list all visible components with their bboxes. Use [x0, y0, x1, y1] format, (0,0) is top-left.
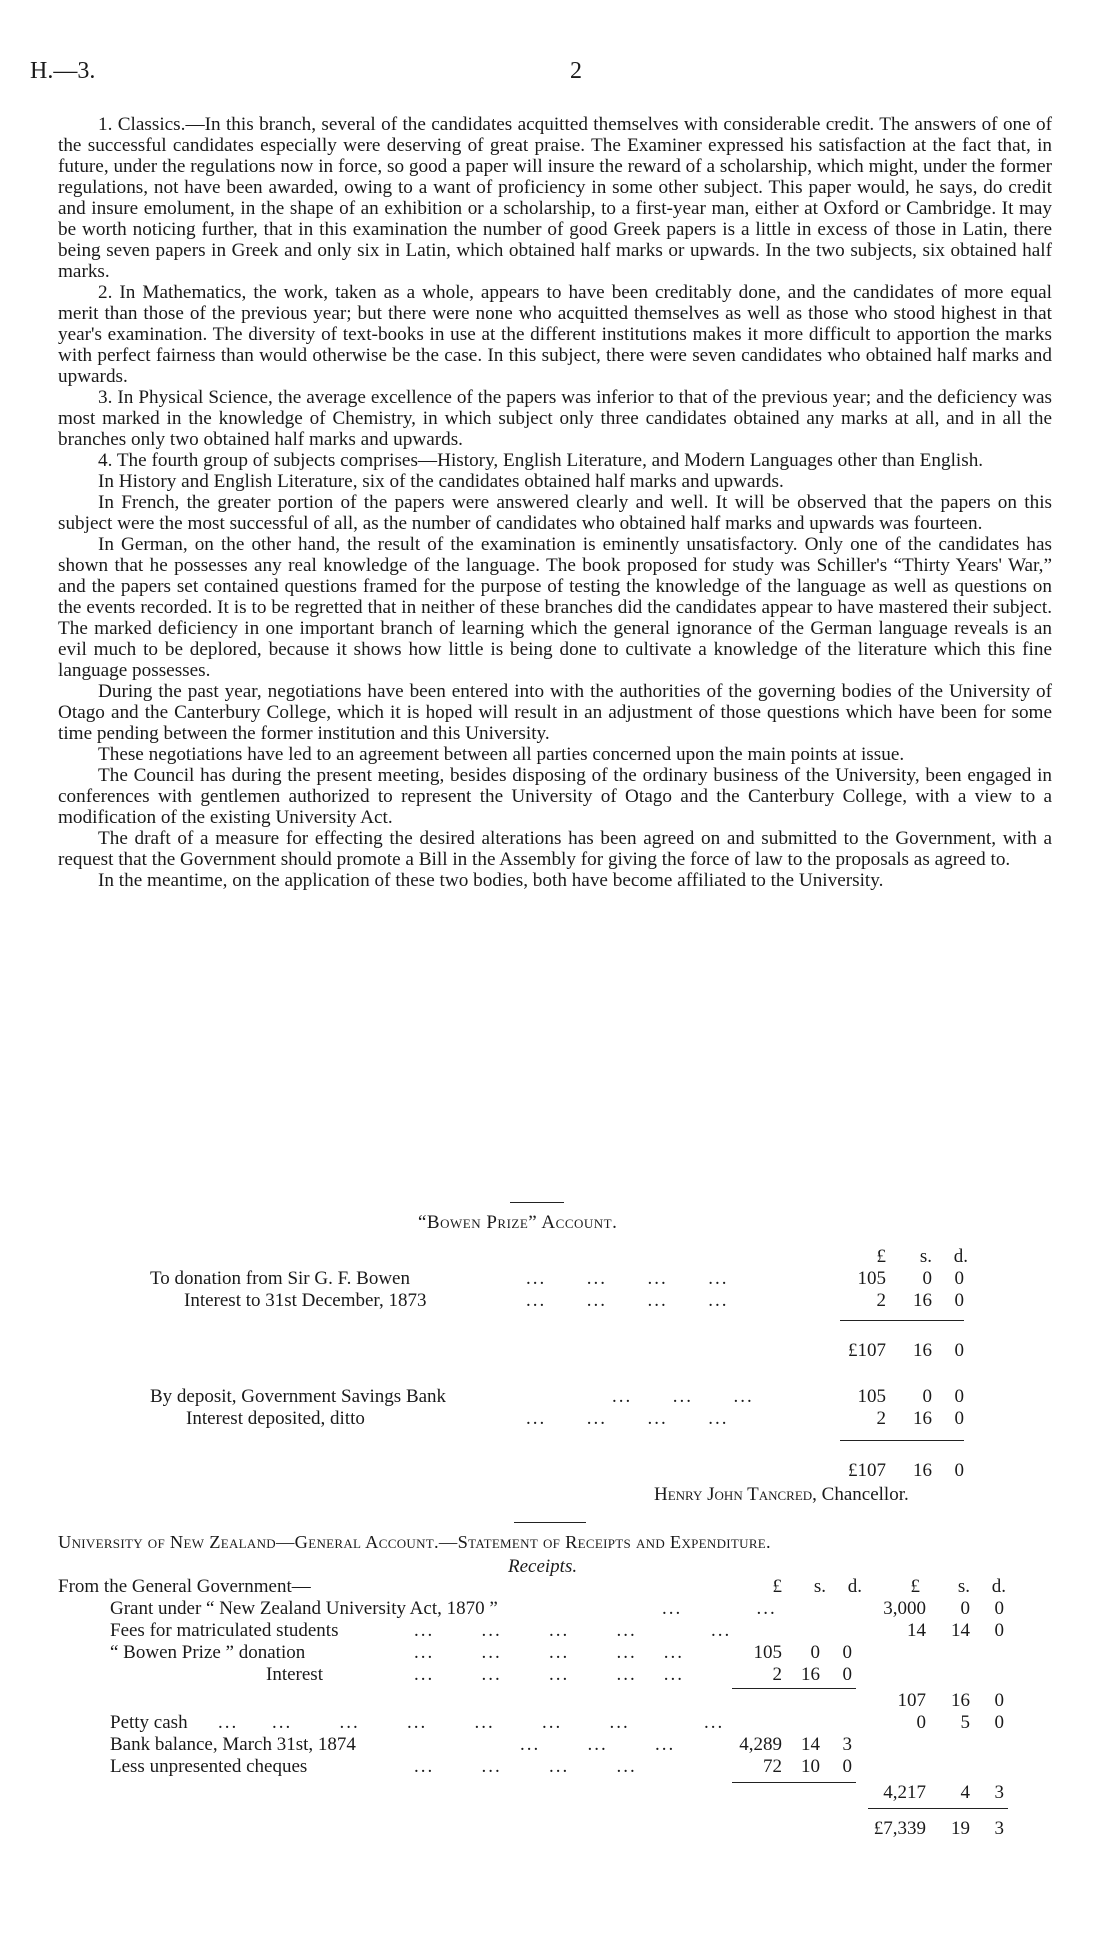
- amount-shillings: 0: [922, 1268, 932, 1289]
- total-pounds: £107: [848, 1460, 886, 1481]
- sum-rule: [840, 1320, 964, 1321]
- signatory-name: Henry John Tancred: [654, 1484, 813, 1505]
- col1-pence: 0: [842, 1642, 852, 1663]
- leader-dots: ... ... ... ... ...: [414, 1642, 684, 1663]
- amount-pounds: 2: [876, 1408, 886, 1429]
- col1-pounds: 105: [753, 1642, 782, 1663]
- col2-pounds: 14: [907, 1620, 926, 1641]
- col2-shillings: 4: [960, 1782, 970, 1803]
- sum-rule: [840, 1440, 964, 1441]
- signatory-title: , Chancellor.: [812, 1484, 909, 1505]
- paragraph: 4. The fourth group of subjects comprises—History, English Literature, and Modern Languages other than English.: [98, 450, 984, 471]
- leader-dots: ... ... ... ...: [526, 1408, 729, 1429]
- paragraph: 3. In Physical Science, the average excellence of the papers was inferior to that of the previous year; and the deficiency was most marked in the knowledge of Chemistry, in which subject only three candidates obtained any marks at all, and in all the branches only two obtained half marks and upwards.: [58, 387, 1052, 450]
- amount-pence: 0: [954, 1386, 964, 1407]
- paragraph: The Council has during the present meeting, besides disposing of the ordinary business of the University, been engaged in conferences with gentlemen authorized to represent the University of Otago and the Canterbury College, with a view to a modification of the existing University Act.: [58, 765, 1052, 828]
- col2-shillings: 14: [951, 1620, 970, 1641]
- col1-pence: 0: [842, 1756, 852, 1777]
- shillings-header: s.: [919, 1246, 932, 1267]
- paragraph: In the meantime, on the application of these two bodies, both have become affiliated to the University.: [98, 870, 884, 891]
- total-pence: 0: [954, 1340, 964, 1361]
- paragraph: 1. Classics.—In this branch, several of the candidates acquitted themselves with considerable credit. The answers of one of the successful candidates especially were deserving of great praise. The Examiner expressed his satisfaction at the fact that, in future, under the regulations now in force, so good a paper will insure the reward of a scholarship, which might, under the former regulations, not have been awarded, owing to a want of proficiency in some other subject. This paper would, he says, do credit and insure emolument, in the shape of an exhibition or a scholarship, to a first-year man, either at Oxford or Cambridge. It may be worth noticing further, that in this examination the number of good Greek papers is a little in excess of those in Latin, there being seven papers in Greek and only six in Latin, which obtained half marks or upwards. In the two subjects, six obtained half marks.: [58, 114, 1052, 282]
- col2-pence: 3: [994, 1782, 1004, 1803]
- col1-pounds-header: £: [772, 1576, 782, 1597]
- leader-dots: ... ... ... ... ...: [414, 1620, 732, 1641]
- col2-pence: 0: [994, 1690, 1004, 1711]
- amount-shillings: 16: [913, 1290, 932, 1311]
- leader-dots: ... ... ...: [612, 1386, 754, 1407]
- page-number: 2: [570, 58, 582, 84]
- section-divider: [510, 1202, 564, 1203]
- col1-shillings: 0: [810, 1642, 820, 1663]
- bowen-account-title: “Bowen Prize” Account.: [418, 1212, 618, 1233]
- account-line-label: Interest deposited, ditto: [186, 1408, 365, 1429]
- receipt-label: Bank balance, March 31st, 1874: [110, 1734, 356, 1755]
- subtotal-rule: [732, 1782, 856, 1783]
- grand-total-shillings: 19: [951, 1818, 970, 1839]
- paragraph: In French, the greater portion of the papers were answered clearly and well. It will be observed that the papers on this subject were the most successful of all, as the number of candidates who obtained half marks and upwards was fourteen.: [58, 492, 1052, 534]
- col1-pounds: 4,289: [739, 1734, 782, 1755]
- total-shillings: 16: [913, 1340, 932, 1361]
- leader-dots: ... ... ... ...: [526, 1290, 729, 1311]
- col2-pence: 0: [994, 1620, 1004, 1641]
- amount-pence: 0: [954, 1290, 964, 1311]
- total-shillings: 16: [913, 1460, 932, 1481]
- col2-pounds: 107: [897, 1690, 926, 1711]
- col2-shillings-header: s.: [957, 1576, 970, 1597]
- subtotal-rule: [732, 1688, 856, 1689]
- pounds-header: £: [876, 1246, 886, 1267]
- col2-pence: 0: [994, 1598, 1004, 1619]
- signature: [654, 1484, 909, 1506]
- col2-pounds: 4,217: [883, 1782, 926, 1803]
- col2-shillings: 0: [960, 1598, 970, 1619]
- paragraph: During the past year, negotiations have been entered into with the authorities of the governing bodies of the University of Otago and the Canterbury College, which it is hoped will result in an adjustment of those questions which have been for some time pending between the former institution and this University.: [58, 681, 1052, 744]
- leader-dots: ... ... ... ...: [526, 1268, 729, 1289]
- leader-dots: ... ...: [662, 1598, 777, 1619]
- receipt-label: Petty cash: [110, 1712, 188, 1733]
- amount-pounds: 2: [876, 1290, 886, 1311]
- col1-pence: 0: [842, 1664, 852, 1685]
- col1-shillings: 14: [801, 1734, 820, 1755]
- col2-pounds: 3,000: [883, 1598, 926, 1619]
- account-line-label: Interest to 31st December, 1873: [184, 1290, 427, 1311]
- leader-dots: ... ... ... ...: [414, 1756, 637, 1777]
- col1-pence-header: d.: [847, 1576, 862, 1597]
- col1-pounds: 72: [763, 1756, 782, 1777]
- document-code: H.—3.: [30, 58, 96, 84]
- general-account-title: University of New Zealand—General Account.—Statement of Receipts and Expenditure.: [58, 1532, 771, 1552]
- amount-pence: 0: [954, 1408, 964, 1429]
- col2-pence-header: d.: [991, 1576, 1006, 1597]
- total-pounds: £107: [848, 1340, 886, 1361]
- grand-total-pence: 3: [994, 1818, 1004, 1839]
- report-body: [58, 114, 1052, 891]
- grand-total-rule: [868, 1808, 1008, 1809]
- paragraph: 2. In Mathematics, the work, taken as a whole, appears to have been creditably done, and the candidates of more equal merit than those of the previous year; but there were none who acquitted themselves as well as those who stood highest in that year's examination. The diversity of text-books in use at the different institutions makes it more difficult to apportion the marks with perfect fairness than would otherwise be the case. In this subject, there were seven candidates who obtained half marks and upwards.: [58, 282, 1052, 387]
- from-government-label: From the General Government—: [58, 1576, 311, 1597]
- receipt-label: “ Bowen Prize ” donation: [110, 1642, 306, 1663]
- leader-dots: ... ... ... ... ... ... ... ...: [218, 1712, 725, 1733]
- paragraph: In History and English Literature, six of the candidates obtained half marks and upwards.: [98, 471, 784, 492]
- grand-total-pounds: £7,339: [873, 1818, 926, 1839]
- col1-shillings: 16: [801, 1664, 820, 1685]
- receipt-label: Fees for matriculated students: [110, 1620, 339, 1641]
- account-line-label: By deposit, Government Savings Bank: [150, 1386, 447, 1407]
- col2-pounds-header: £: [910, 1576, 920, 1597]
- amount-pence: 0: [954, 1268, 964, 1289]
- paragraph: The draft of a measure for effecting the desired alterations has been agreed on and submitted to the Government, with a request that the Government should promote a Bill in the Assembly for giving the force of law to the proposals as agreed to.: [58, 828, 1052, 870]
- leader-dots: ... ... ...: [520, 1734, 676, 1755]
- col2-shillings: 16: [951, 1690, 970, 1711]
- page-header: [30, 58, 1084, 88]
- col1-shillings-header: s.: [813, 1576, 826, 1597]
- amount-pounds: 105: [857, 1268, 886, 1289]
- total-pence: 0: [954, 1460, 964, 1481]
- leader-dots: ... ... ... ... ...: [414, 1664, 684, 1685]
- paragraph: These negotiations have led to an agreement between all parties concerned upon the main points at issue.: [98, 744, 905, 765]
- amount-shillings: 16: [913, 1408, 932, 1429]
- amount-pounds: 105: [857, 1386, 886, 1407]
- receipt-label: Less unpresented cheques: [110, 1756, 308, 1777]
- col2-shillings: 5: [960, 1712, 970, 1733]
- col2-pence: 0: [994, 1712, 1004, 1733]
- col2-pounds: 0: [916, 1712, 926, 1733]
- pence-header: d.: [953, 1246, 968, 1267]
- col1-pence: 3: [842, 1734, 852, 1755]
- col1-shillings: 10: [801, 1756, 820, 1777]
- receipt-label: Grant under “ New Zealand University Act, 1870 ”: [110, 1598, 498, 1619]
- account-line-label: To donation from Sir G. F. Bowen: [150, 1268, 410, 1289]
- section-divider: [514, 1522, 586, 1523]
- receipts-subtitle: Receipts.: [508, 1556, 578, 1577]
- receipt-label: Interest: [266, 1664, 323, 1685]
- amount-shillings: 0: [922, 1386, 932, 1407]
- paragraph: In German, on the other hand, the result of the examination is eminently unsatisfactory. Only one of the candidates has shown that he possesses any real knowledge of the language. The book proposed for study was Schiller's “Thirty Years' War,” and the papers set contained questions framed for the purpose of testing the knowledge of the language as well as questions on the events recorded. It is to be regretted that in neither of these branches did the candidates appear to have mastered their subject. The marked deficiency in one important branch of learning which the general ignorance of the German language reveals is an evil much to be deplored, because it shows how little is being done to cultivate a knowledge of the literature which this fine language possesses.: [58, 534, 1052, 681]
- col1-pounds: 2: [772, 1664, 782, 1685]
